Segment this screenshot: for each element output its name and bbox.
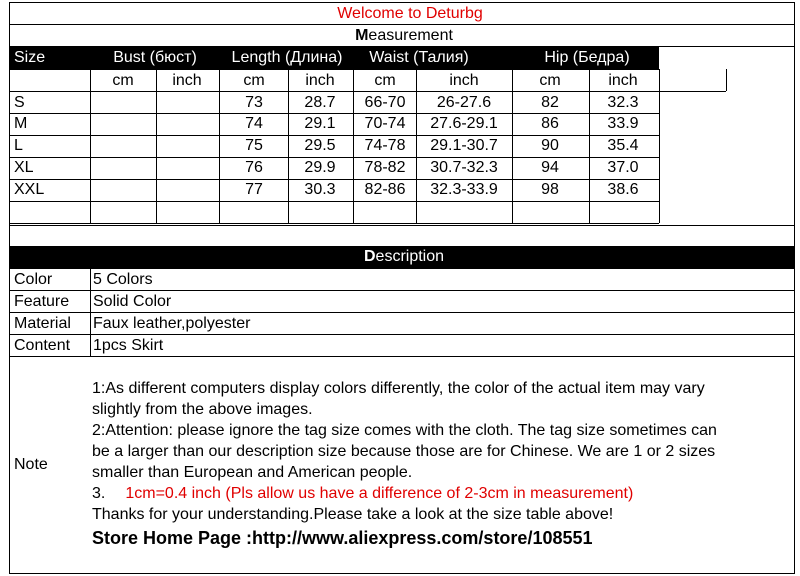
grid-line: [9, 2, 10, 574]
desc-label-content: Content: [14, 337, 71, 354]
note-line-6: [92, 484, 633, 505]
size-cell-hip-inch: 38.6: [607, 181, 639, 198]
grid-line: [589, 69, 590, 223]
desc-value-content: 1pcs Skirt: [93, 337, 164, 354]
grid-line: [659, 69, 660, 223]
unit-hip-inch: inch: [608, 72, 638, 89]
col-waist: Waist (Талия): [369, 49, 469, 66]
grid-line: [9, 268, 795, 269]
desc-value-feature: Solid Color: [93, 293, 172, 310]
grid-line: [9, 46, 795, 47]
size-cell-hip-cm: 86: [541, 115, 559, 132]
page-title: Welcome to Deturbg: [337, 5, 483, 22]
note-line-2: slightly from the above images.: [92, 401, 313, 418]
grid-line: [9, 91, 659, 92]
size-cell-length-cm: 74: [245, 115, 263, 132]
size-cell-waist-inch: 32.3-33.9: [430, 181, 498, 198]
size-cell-hip-inch: 37.0: [607, 159, 639, 176]
size-cell-size: M: [14, 115, 28, 132]
grid-line: [9, 113, 659, 114]
grid-line: [9, 24, 795, 25]
size-cell-size: XL: [14, 159, 34, 176]
unit-waist-inch: inch: [449, 72, 479, 89]
size-cell-length-inch: 29.5: [304, 137, 336, 154]
size-cell-hip-cm: 90: [541, 137, 559, 154]
size-cell-length-inch: 28.7: [304, 94, 336, 111]
unit-bust-cm: cm: [112, 72, 134, 89]
grid-line: [794, 2, 795, 574]
size-cell-hip-cm: 82: [541, 94, 559, 111]
unit-bust-inch: inch: [172, 72, 202, 89]
size-cell-length-inch: 29.9: [304, 159, 336, 176]
size-cell-hip-cm: 98: [541, 181, 559, 198]
size-cell-length-cm: 76: [245, 159, 263, 176]
grid-line: [9, 223, 659, 224]
grid-line: [9, 69, 659, 70]
grid-line: [659, 91, 726, 92]
size-cell-length-cm: 77: [245, 181, 263, 198]
unit-length-cm: cm: [243, 72, 265, 89]
grid-line: [9, 312, 795, 313]
size-cell-length-inch: 29.1: [304, 115, 336, 132]
grid-line: [288, 69, 289, 223]
size-cell-hip-inch: 33.9: [607, 115, 639, 132]
measurement-heading: [355, 26, 453, 46]
note-line-3: 2:Attention: please ignore the tag size comes with the cloth. The tag size sometimes can: [92, 422, 717, 439]
size-cell-waist-inch: 29.1-30.7: [430, 137, 498, 154]
col-hip: Hip (Бедра): [544, 49, 630, 66]
size-cell-waist-inch: 30.7-32.3: [430, 159, 498, 176]
description-heading-rest: escription: [375, 248, 445, 265]
size-cell-size: S: [14, 94, 25, 111]
grid-line: [726, 69, 727, 91]
grid-line: [156, 69, 157, 223]
size-cell-hip-inch: 32.3: [607, 94, 639, 111]
size-cell-waist-cm: 70-74: [364, 115, 406, 132]
grid-line: [9, 179, 659, 180]
note-thanks: Thanks for your understanding.Please take a look at the size table above!: [92, 506, 614, 523]
grid-line: [90, 69, 91, 223]
col-length: Length (Длина): [231, 49, 343, 66]
grid-line: [9, 290, 795, 291]
measurement-heading-rest: easurement: [368, 27, 453, 44]
grid-line: [9, 246, 795, 247]
grid-line: [512, 69, 513, 223]
unit-length-inch: inch: [305, 72, 335, 89]
size-cell-length-inch: 30.3: [304, 181, 336, 198]
grid-line: [90, 268, 91, 356]
size-cell-hip-inch: 35.4: [607, 137, 639, 154]
grid-line: [9, 201, 659, 202]
size-cell-waist-inch: 27.6-29.1: [430, 115, 498, 132]
description-heading-initial: D: [363, 248, 376, 265]
size-cell-waist-cm: 82-86: [364, 181, 406, 198]
size-cell-waist-cm: 74-78: [364, 137, 406, 154]
size-cell-hip-cm: 94: [541, 159, 559, 176]
note-line-4: be a larger than our description size because those are for Chinese. We are 1 or 2 sizes: [92, 443, 716, 460]
desc-value-color: 5 Colors: [93, 271, 153, 288]
unit-hip-cm: cm: [539, 72, 561, 89]
size-cell-waist-inch: 26-27.6: [436, 94, 492, 111]
unit-waist-cm: cm: [374, 72, 396, 89]
note-line-1: 1:As different computers display colors differently, the color of the actual item may vary: [92, 380, 705, 397]
grid-line: [9, 334, 795, 335]
note-number-3: 3.: [92, 485, 106, 502]
size-cell-waist-cm: 66-70: [364, 94, 406, 111]
grid-line: [9, 225, 795, 226]
desc-label-feature: Feature: [14, 293, 70, 310]
size-cell-size: XXL: [14, 181, 45, 198]
size-cell-length-cm: 73: [245, 94, 263, 111]
grid-line: [219, 69, 220, 223]
grid-line: [9, 135, 659, 136]
grid-line: [9, 573, 795, 574]
note-label: Note: [14, 456, 48, 473]
grid-line: [9, 356, 795, 357]
col-size: Size: [14, 49, 46, 66]
grid-line: [353, 69, 354, 223]
grid-line: [416, 69, 417, 223]
grid-line: [9, 157, 659, 158]
size-cell-length-cm: 75: [245, 137, 263, 154]
size-cell-size: L: [14, 137, 23, 154]
description-heading: [364, 247, 444, 267]
desc-label-color: Color: [14, 271, 53, 288]
desc-value-material: Faux leather,polyester: [93, 315, 251, 332]
size-cell-waist-cm: 78-82: [364, 159, 406, 176]
col-bust: Bust (бюст): [113, 49, 197, 66]
note-line-5: smaller than European and American people.: [92, 464, 413, 481]
note-measurement-warning: 1cm=0.4 inch (Pls allow us have a difference of 2-3cm in measurement): [125, 485, 634, 502]
desc-label-material: Material: [14, 315, 71, 332]
grid-line: [9, 2, 795, 3]
store-home-page-link[interactable]: Store Home Page :http://www.aliexpress.com/store/108551: [92, 528, 593, 548]
measurement-heading-initial: M: [355, 27, 369, 44]
